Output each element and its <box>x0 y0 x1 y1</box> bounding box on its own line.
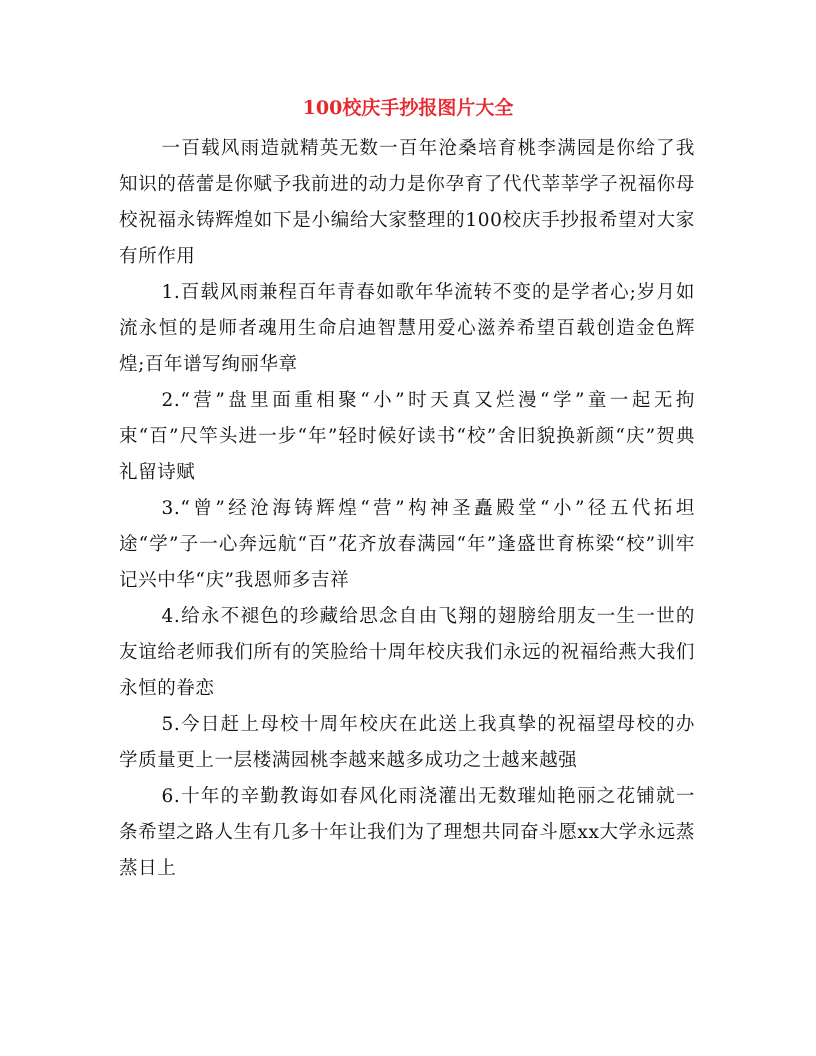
document-title: 100校庆手抄报图片大全 <box>302 97 514 119</box>
list-item-6: 6.十年的辛勤教诲如春风化雨浇灌出无数璀灿艳丽之花铺就一条希望之路人生有几多十年让我们为了理想共同奋斗愿xx大学永远蒸蒸日上 <box>119 786 695 879</box>
list-item-2: 2.“营”盘里面重相聚“小”时天真又烂漫“学”童一起无拘束“百”尺竿头进一步“年”轻时候好读书“校”舍旧貌换新颜“庆”贺典礼留诗赋 <box>119 390 695 483</box>
document-body <box>119 131 695 887</box>
list-item-3: 3.“曾”经沧海铸辉煌“营”构神圣矗殿堂“小”径五代拓坦途“学”子一心奔远航“百”花齐放春满园“年”逢盛世育栋梁“校”训牢记兴中华“庆”我恩师多吉祥 <box>119 498 695 591</box>
list-item-1: 1.百载风雨兼程百年青春如歌年华流转不变的是学者心;岁月如流永恒的是师者魂用生命启迪智慧用爱心滋养希望百载创造金色辉煌;百年谱写绚丽华章 <box>119 282 695 375</box>
list-item-5: 5.今日赶上母校十周年校庆在此送上我真挚的祝福望母校的办学质量更上一层楼满园桃李越来越多成功之士越来越强 <box>119 714 695 771</box>
intro-paragraph: 一百载风雨造就精英无数一百年沧桑培育桃李满园是你给了我知识的蓓蕾是你赋予我前进的动力是你孕育了代代莘莘学子祝福你母校祝福永铸辉煌如下是小编给大家整理的100校庆手抄报希望对大家有所作用 <box>119 138 695 267</box>
list-item-4: 4.给永不褪色的珍藏给思念自由飞翔的翅膀给朋友一生一世的友谊给老师我们所有的笑脸给十周年校庆我们永远的祝福给燕大我们永恒的眷恋 <box>119 606 695 699</box>
